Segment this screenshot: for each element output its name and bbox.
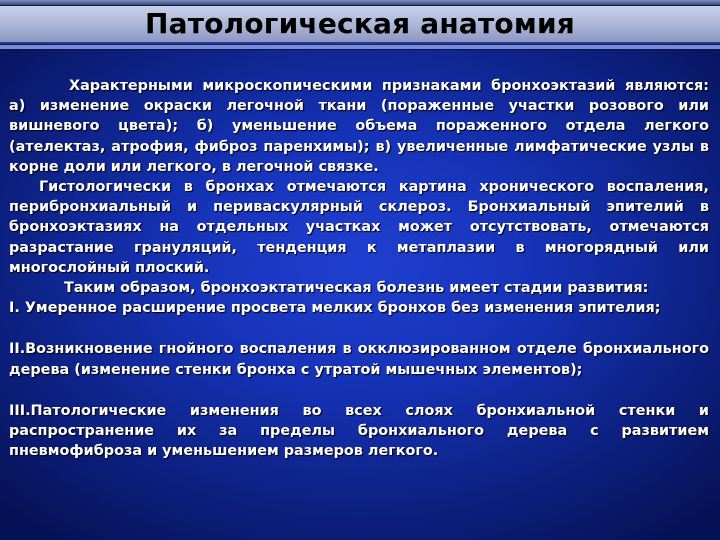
- slide-body: [9, 76, 709, 461]
- spacer: [9, 380, 709, 401]
- title-bar: [0, 6, 720, 44]
- spacer: [9, 318, 709, 339]
- slide-title: Патологическая анатомия: [145, 7, 575, 40]
- paragraph-stages-intro: Таким образом, бронхоэктатическая болезнь имеет стадии развития:: [64, 280, 649, 297]
- title-underline: [0, 45, 720, 50]
- paragraph-histology: Гистологически в бронхах отмечаются картина хронического воспаления, перибронхиальный и периваскулярный склероз. Бронхиальный эпителий в бронхоэктазиях на отдельных участках может отсутствовать, отмечаются разрастание грануляций, тенденция к метаплазии в многорядный или многослойный плоский.: [9, 179, 709, 276]
- stage-3: III.Патологические изменения во всех слоях бронхиальной стенки и распространение их за пределы бронхиального дерева с развитием пневмофиброза и уменьшением размеров легкого.: [9, 402, 709, 460]
- paragraph-signs: Характерными микроскопическими признаками бронхоэктазий являются: а) изменение окраски легочной ткани (пораженные участки розового или вишневого цвета); б) уменьшение объема пораженного отдела легкого (ателектаз, атрофия, фиброз паренхимы); в) увеличенные лимфатические узлы в корне доли или легкого, в легочной связке.: [9, 78, 709, 175]
- stage-1: I. Умеренное расширение просвета мелких бронхов без изменения эпителия;: [9, 300, 661, 317]
- stage-2: II.Возникновение гнойного воспаления в окклюзированном отделе бронхиального дерева (изменение стенки бронха с утратой мышечных элементов);: [9, 341, 709, 378]
